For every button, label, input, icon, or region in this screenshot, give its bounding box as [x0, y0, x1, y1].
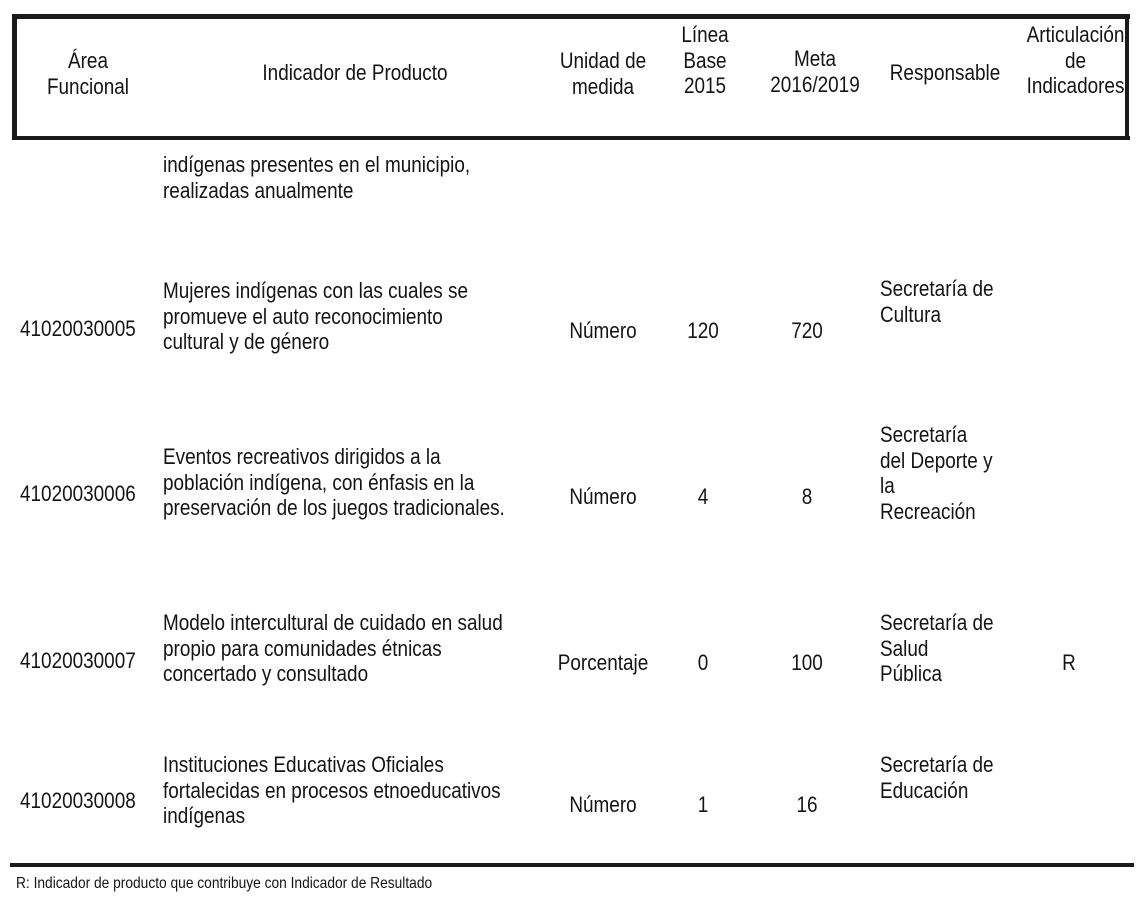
header-meta: Meta 2016/2019 — [770, 46, 860, 97]
responsible-cell: Secretaría de Educación — [880, 752, 994, 803]
articulation-cell: R — [1062, 650, 1076, 675]
area-code-cell: 41020030006 — [20, 481, 136, 506]
header-area-funcional: Área Funcional — [46, 48, 130, 99]
header-indicador-producto: Indicador de Producto — [262, 60, 448, 85]
baseline-cell: 120 — [687, 318, 719, 343]
baseline-cell: 0 — [697, 650, 709, 675]
goal-cell: 8 — [801, 484, 813, 509]
header-linea-base: Línea Base 2015 — [681, 22, 729, 99]
header-bottom-rule — [12, 136, 1130, 140]
table-bottom-rule — [10, 863, 1134, 867]
area-code-cell: 41020030007 — [20, 648, 136, 673]
baseline-cell: 1 — [697, 792, 709, 817]
indicator-cell: Mujeres indígenas con las cuales se promueve el auto reconocimiento cultural y de género — [163, 278, 469, 355]
header-top-rule — [12, 14, 1130, 19]
goal-cell: 16 — [796, 792, 818, 817]
area-code-cell: 41020030005 — [20, 316, 136, 341]
unit-cell: Número — [569, 318, 637, 343]
responsible-cell: Secretaría de Cultura — [880, 276, 994, 327]
header-articulacion: Articulación de Indicadores — [1026, 22, 1125, 99]
unit-cell: Número — [569, 484, 637, 509]
header-unidad-medida: Unidad de medida — [559, 48, 647, 99]
indicator-cell: Instituciones Educativas Oficiales fortalecidas en procesos etnoeducativos indígenas — [163, 752, 501, 829]
unit-cell: Número — [569, 792, 637, 817]
goal-cell: 720 — [791, 318, 823, 343]
responsible-cell: Secretaría del Deporte y la Recreación — [880, 422, 993, 524]
indicator-cell: indígenas presentes en el municipio, realizadas anualmente — [163, 152, 471, 203]
indicator-cell: Eventos recreativos dirigidos a la población indígena, con énfasis en la preservación de los juegos tradicionales. — [163, 444, 505, 521]
header-left-rule — [12, 14, 17, 140]
area-code-cell: 41020030008 — [20, 788, 136, 813]
header-responsable: Responsable — [889, 60, 1001, 85]
baseline-cell: 4 — [697, 484, 709, 509]
footnote: R: Indicador de producto que contribuye con Indicador de Resultado — [16, 875, 433, 892]
indicator-cell: Modelo intercultural de cuidado en salud propio para comunidades étnicas concertado y consultado — [163, 610, 503, 687]
goal-cell: 100 — [791, 650, 823, 675]
unit-cell: Porcentaje — [557, 650, 649, 675]
responsible-cell: Secretaría de Salud Pública — [880, 610, 994, 687]
